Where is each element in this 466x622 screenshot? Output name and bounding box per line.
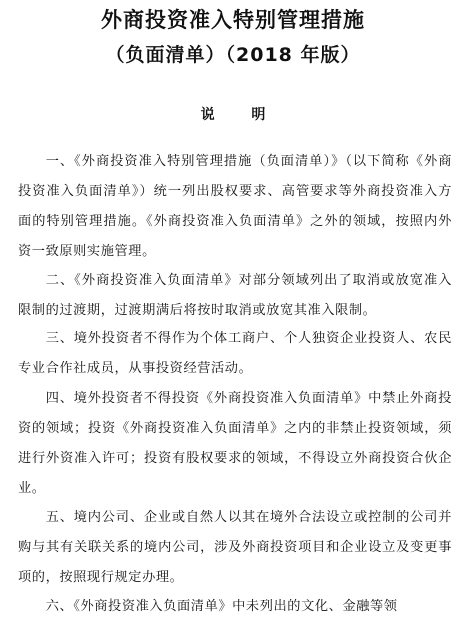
- document-title: 外商投资准入特别管理措施: [101, 8, 365, 32]
- document-subtitle: （负面清单）（2018 年版）: [105, 44, 361, 66]
- paragraph-1: 一、《外商投资准入特别管理措施（负面清单）》（以下简称《外商投资准入负面清单》）统一列出股权要求、高管要求等外商投资准入方面的特别管理措施。《外商投资准入负面清单》之外的领域，按照内外资一致原则实施管理。: [18, 154, 452, 259]
- paragraph-3: 三、境外投资者不得作为个体工商户、个人独资企业投资人、农民专业合作社成员，从事投资经营活动。: [18, 331, 452, 376]
- paragraph-5: 五、境内公司、企业或自然人以其在境外合法设立或控制的公司并购与其有关联关系的境内公司，涉及外商投资项目和企业设立及变更事项的，按照现行规定办理。: [18, 510, 452, 585]
- paragraph-6: 六、《外商投资准入负面清单》中未列出的文化、金融等领: [45, 599, 398, 614]
- section-heading: 说 明: [200, 107, 282, 123]
- paragraph-4: 四、境外投资者不得投资《外商投资准入负面清单》中禁止外商投资的领域；投资《外商投资准入负面清单》之内的非禁止投资领域，须进行外资准入许可；投资有股权要求的领域，不得设立外商投资合伙企业。: [18, 391, 452, 496]
- paragraph-2: 二、《外商投资准入负面清单》对部分领域列出了取消或放宽准入限制的过渡期，过渡期满后将按时取消或放宽其准入限制。: [18, 273, 452, 318]
